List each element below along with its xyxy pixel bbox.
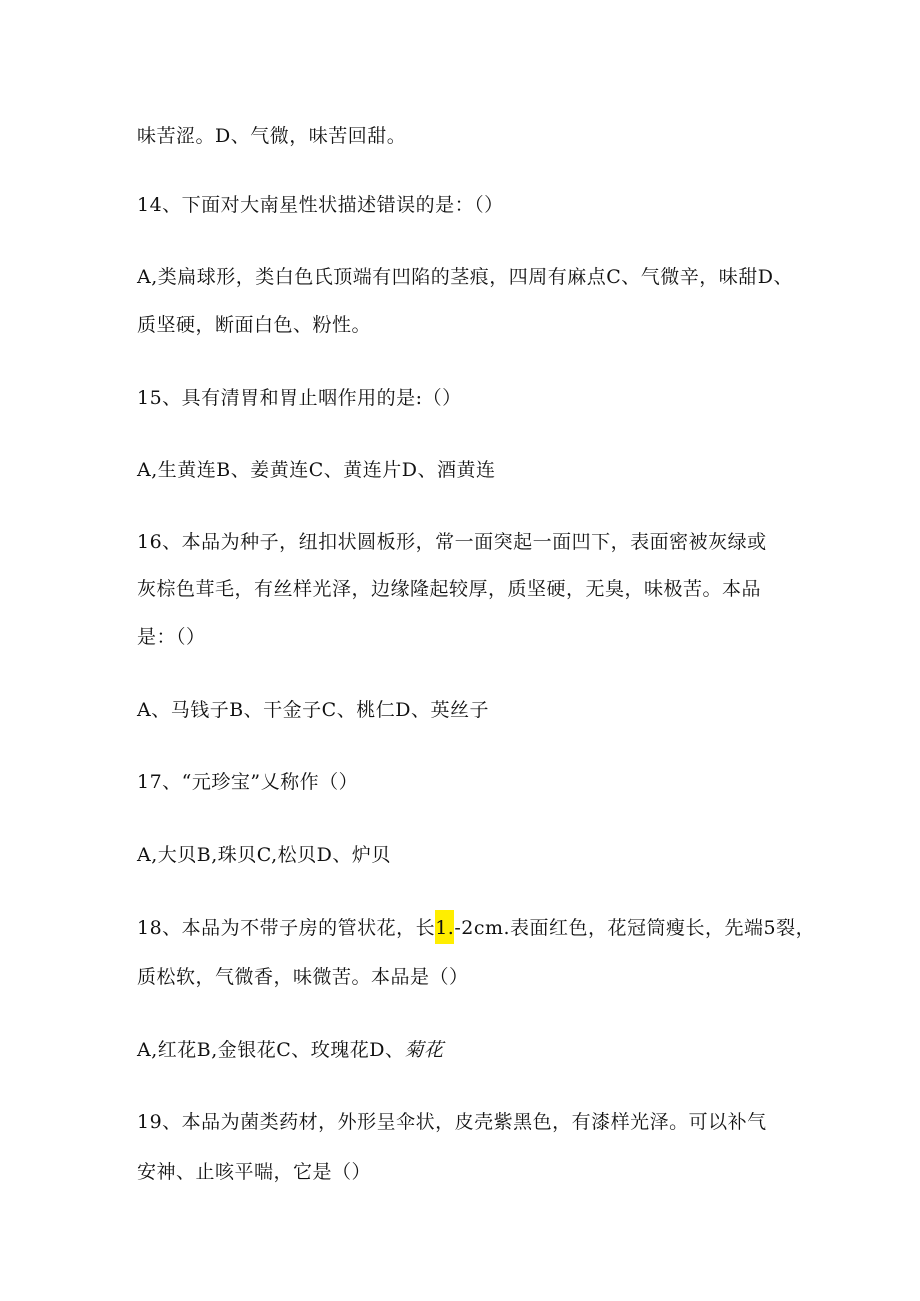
question-17-options: A,大贝B,珠贝C,松贝D、炉贝 xyxy=(137,844,391,866)
question-18-options xyxy=(137,1038,444,1062)
question-18-text-after: -2cm.表面红色，花冠筒瘦长，先端5裂， xyxy=(454,917,816,939)
text-line: 味苦涩。D、气微，味苦回甜。 xyxy=(137,125,407,147)
question-14: 14、下面对大南星性状描述错误的是：（） xyxy=(137,194,504,216)
question-19-line-1: 19、本品为菌类药材，外形呈伞状，皮壳紫黑色，有漆样光泽。可以补气 xyxy=(137,1111,767,1133)
question-14-options-line-1: A,类扁球形，类白色氏顶端有凹陷的茎痕，四周有麻点C、气微辛，味甜D、 xyxy=(137,266,794,288)
question-18-options-main: A,红花B,金银花C、玫瑰花D、 xyxy=(137,1039,405,1061)
question-18-text-before: 18、本品为不带子房的管状花，长 xyxy=(137,917,436,939)
question-14-options-line-2: 质坚硬，断面白色、粉性。 xyxy=(137,314,372,336)
question-18-line-2: 质松软，气微香，味微苦。本品是（） xyxy=(137,966,469,988)
highlighted-text: 1. xyxy=(435,910,454,944)
question-15: 15、具有清胃和胃止咽作用的是:（） xyxy=(137,387,462,409)
question-16-line-2: 灰棕色茸毛，有丝样光泽，边缘隆起较厚，质坚硬，无臭，味极苦。本品 xyxy=(137,578,762,600)
question-18-line-1 xyxy=(137,916,815,940)
question-17: 17、“元珍宝”乂称作（） xyxy=(137,771,359,793)
question-16-options: A、马钱子B、干金子C、桃仁D、英丝子 xyxy=(137,699,489,721)
question-16-line-1: 16、本品为种子，纽扣状圆板形，常一面突起一面凹下，表面密被灰绿或 xyxy=(137,531,767,553)
question-18-option-d-italic: 菊花 xyxy=(404,1039,444,1061)
question-16-line-3: 是：（） xyxy=(137,626,206,648)
question-19-line-2: 安神、止咳平喘，它是（） xyxy=(137,1161,372,1183)
question-15-options: A,生黄连B、姜黄连C、黄连片D、酒黄连 xyxy=(137,459,496,481)
